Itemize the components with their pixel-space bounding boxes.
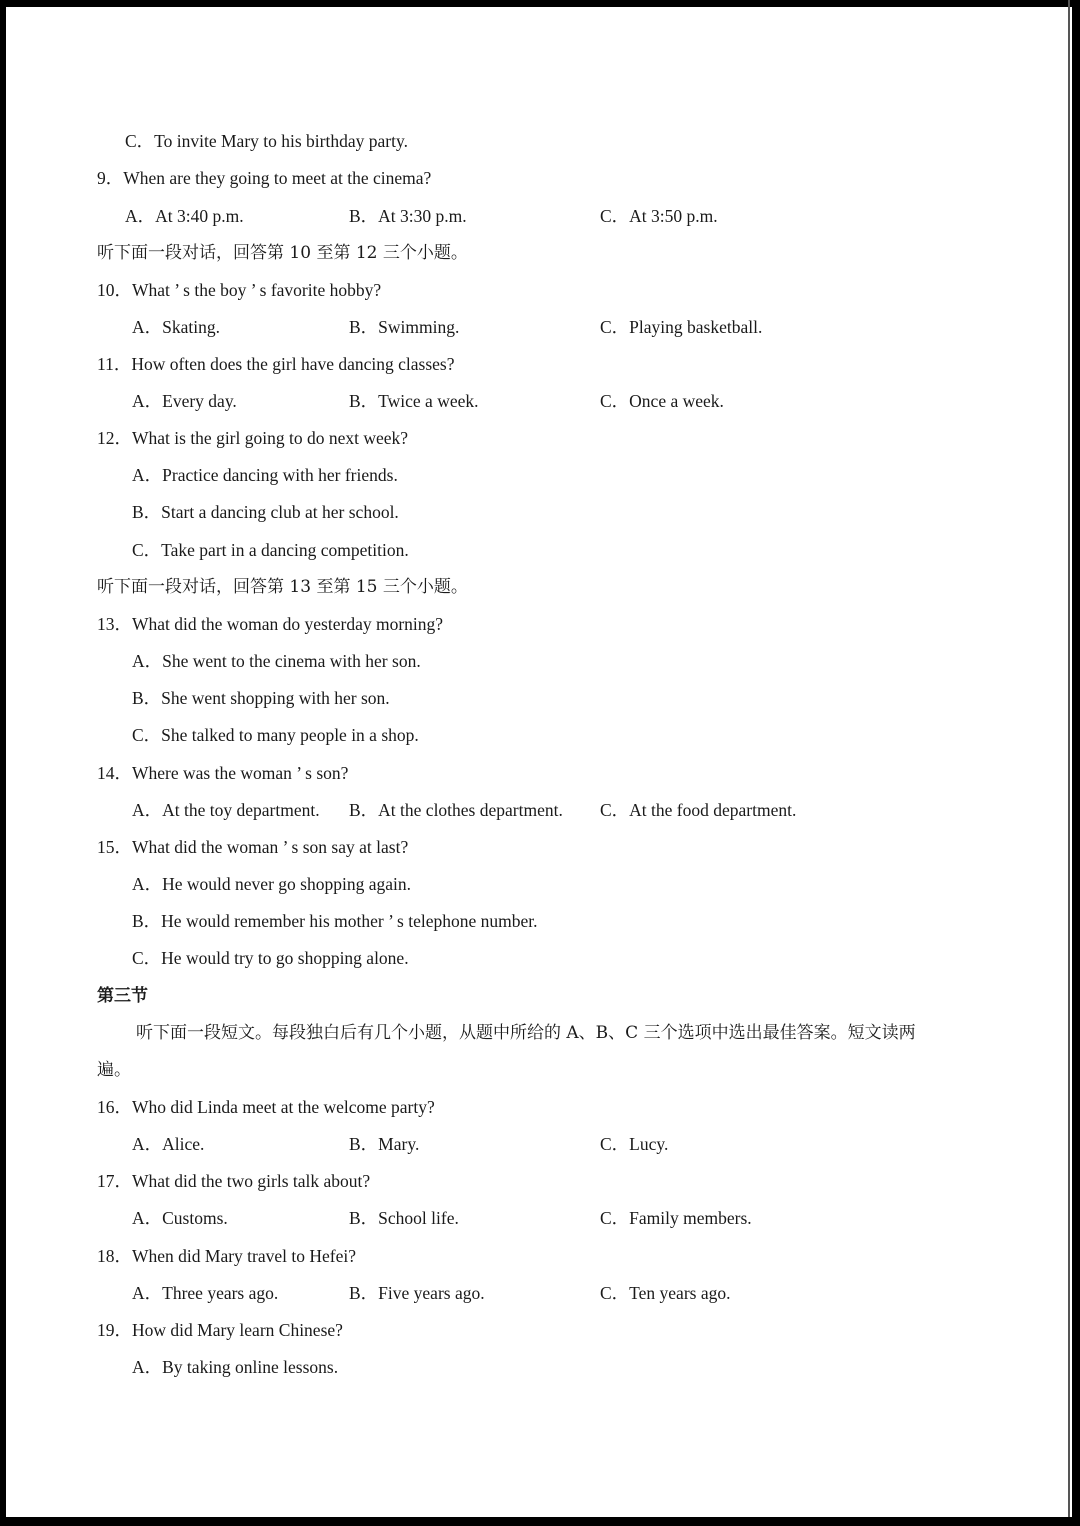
q11-option-b: B．Twice a week. [349,391,479,411]
q14-question: 14．Where was the woman ’ s son? [97,763,349,783]
q14-option-b: B．At the clothes department. [349,800,563,820]
page-border-top [0,0,1080,7]
section-3-instruction-cont: 遍。 [97,1060,131,1080]
q17-option-a: A．Customs. [132,1208,228,1228]
q9-question: 9．When are they going to meet at the cinema? [97,168,432,188]
page-border-bottom [0,1517,1080,1526]
q16-option-c: C．Lucy. [600,1134,669,1154]
q18-question: 18．When did Mary travel to Hefei? [97,1246,357,1266]
page-border-right [1072,0,1080,1526]
q17-question: 17．What did the two girls talk about? [97,1171,371,1191]
page-border-inner-right [1068,0,1070,1526]
q10-option-c: C．Playing basketball. [600,317,763,337]
q8-option-c: C．To invite Mary to his birthday party. [125,131,408,151]
q9-option-c: C．At 3:50 p.m. [600,206,718,226]
q12-option-a: A．Practice dancing with her friends. [132,465,398,485]
instruction-13-15: 听下面一段对话，回答第 13 至第 15 三个小题。 [97,577,468,597]
q9-option-a: A．At 3:40 p.m. [125,206,244,226]
q10-option-a: A．Skating. [132,317,220,337]
q18-option-c: C．Ten years ago. [600,1283,731,1303]
q13-option-b: B．She went shopping with her son. [132,688,390,708]
q17-option-b: B．School life. [349,1208,459,1228]
q13-option-c: C．She talked to many people in a shop. [132,725,419,745]
q16-option-b: B．Mary. [349,1134,420,1154]
section-3-heading: 第三节 [97,986,148,1006]
q11-option-a: A．Every day. [132,391,237,411]
page-border-left [0,0,6,1526]
q12-question: 12．What is the girl going to do next week? [97,428,409,448]
q19-option-a: A．By taking online lessons. [132,1357,339,1377]
q16-option-a: A．Alice. [132,1134,205,1154]
q16-question: 16．Who did Linda meet at the welcome party? [97,1097,435,1117]
q18-option-a: A．Three years ago. [132,1283,279,1303]
q12-option-c: C．Take part in a dancing competition. [132,540,409,560]
q17-option-c: C．Family members. [600,1208,752,1228]
q19-question: 19．How did Mary learn Chinese? [97,1320,343,1340]
q11-option-c: C．Once a week. [600,391,724,411]
q10-option-b: B．Swimming. [349,317,460,337]
q13-option-a: A．She went to the cinema with her son. [132,651,421,671]
q12-option-b: B．Start a dancing club at her school. [132,502,399,522]
q11-question: 11．How often does the girl have dancing classes? [97,354,455,374]
q9-option-b: B．At 3:30 p.m. [349,206,467,226]
instruction-10-12: 听下面一段对话，回答第 10 至第 12 三个小题。 [97,243,468,263]
q15-option-a: A．He would never go shopping again. [132,874,411,894]
q14-option-c: C．At the food department. [600,800,797,820]
q15-option-b: B．He would remember his mother ’ s telephone number. [132,911,538,931]
q18-option-b: B．Five years ago. [349,1283,485,1303]
q13-question: 13．What did the woman do yesterday morning? [97,614,444,634]
q15-option-c: C．He would try to go shopping alone. [132,948,409,968]
q15-question: 15．What did the woman ’ s son say at last? [97,837,409,857]
section-3-instruction: 听下面一段短文。每段独白后有几个小题，从题中所给的 A、B、C 三个选项中选出最佳答案。短文读两 [136,1023,916,1043]
q10-question: 10．What ’ s the boy ’ s favorite hobby? [97,280,382,300]
q14-option-a: A．At the toy department. [132,800,320,820]
